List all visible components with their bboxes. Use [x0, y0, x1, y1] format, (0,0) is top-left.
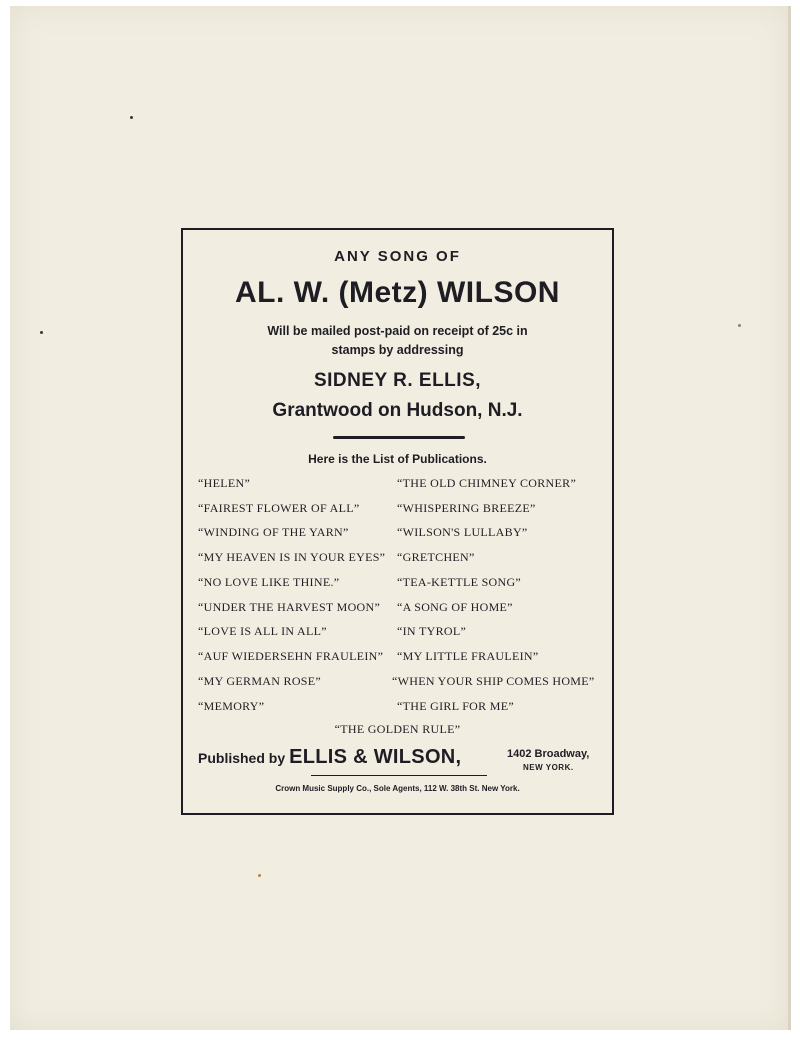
publisher-line — [198, 746, 461, 769]
advertisement-box — [181, 228, 614, 815]
publication-title: “IN TYROL” — [397, 624, 467, 638]
publication-title: “TEA-KETTLE SONG” — [397, 575, 522, 589]
publication-title: “HELEN” — [198, 476, 251, 490]
list-heading: Here is the List of Publications. — [308, 452, 487, 466]
publication-title: “FAIREST FLOWER OF ALL” — [198, 501, 360, 515]
sole-agents-note: Crown Music Supply Co., Sole Agents, 112 W. 38th St. New York. — [275, 784, 520, 793]
publisher-city: NEW YORK. — [523, 763, 574, 772]
publication-title: “GRETCHEN” — [397, 550, 475, 564]
publication-title: “THE OLD CHIMNEY CORNER” — [397, 476, 577, 490]
publication-title: “MEMORY” — [198, 699, 265, 713]
publisher-name: ELLIS & WILSON, — [289, 746, 462, 768]
publication-title: “WHISPERING BREEZE” — [397, 501, 536, 515]
paper-speck — [130, 116, 133, 119]
publication-title: “MY LITTLE FRAULEIN” — [397, 649, 539, 663]
publication-title: “MY GERMAN ROSE” — [198, 674, 322, 688]
publication-title: “UNDER THE HARVEST MOON” — [198, 600, 381, 614]
publication-title: “A SONG OF HOME” — [397, 600, 513, 614]
divider-rule — [311, 775, 487, 776]
paper-speck — [258, 874, 261, 877]
paper-speck — [738, 324, 741, 327]
ad-header: ANY SONG OF — [334, 248, 461, 265]
mailing-notice-line: Will be mailed post-paid on receipt of 25c in — [267, 324, 528, 338]
publication-title: “MY HEAVEN IS IN YOUR EYES” — [198, 550, 386, 564]
mailing-notice — [183, 322, 612, 360]
paper-speck — [40, 331, 43, 334]
publisher-address: 1402 Broadway, — [507, 748, 590, 760]
publication-title: “THE GIRL FOR ME” — [397, 699, 514, 713]
publication-title: “NO LOVE LIKE THINE.” — [198, 575, 340, 589]
composer-name: AL. W. (Metz) WILSON — [235, 276, 560, 309]
publication-title: “AUF WIEDERSEHN FRAULEIN” — [198, 649, 384, 663]
publication-title: “WHEN YOUR SHIP COMES HOME” — [392, 674, 595, 688]
contact-name: SIDNEY R. ELLIS, — [313, 370, 482, 391]
ornamental-rule — [333, 436, 465, 439]
publication-title: “LOVE IS ALL IN ALL” — [198, 624, 327, 638]
publication-title: “THE GOLDEN RULE” — [334, 722, 461, 736]
contact-place: Grantwood on Hudson, N.J. — [272, 400, 523, 421]
published-label: Published by — [198, 750, 286, 766]
publication-title: “WINDING OF THE YARN” — [198, 525, 349, 539]
mailing-notice-line: stamps by addressing — [331, 343, 464, 357]
publication-title: “WILSON'S LULLABY” — [397, 525, 528, 539]
